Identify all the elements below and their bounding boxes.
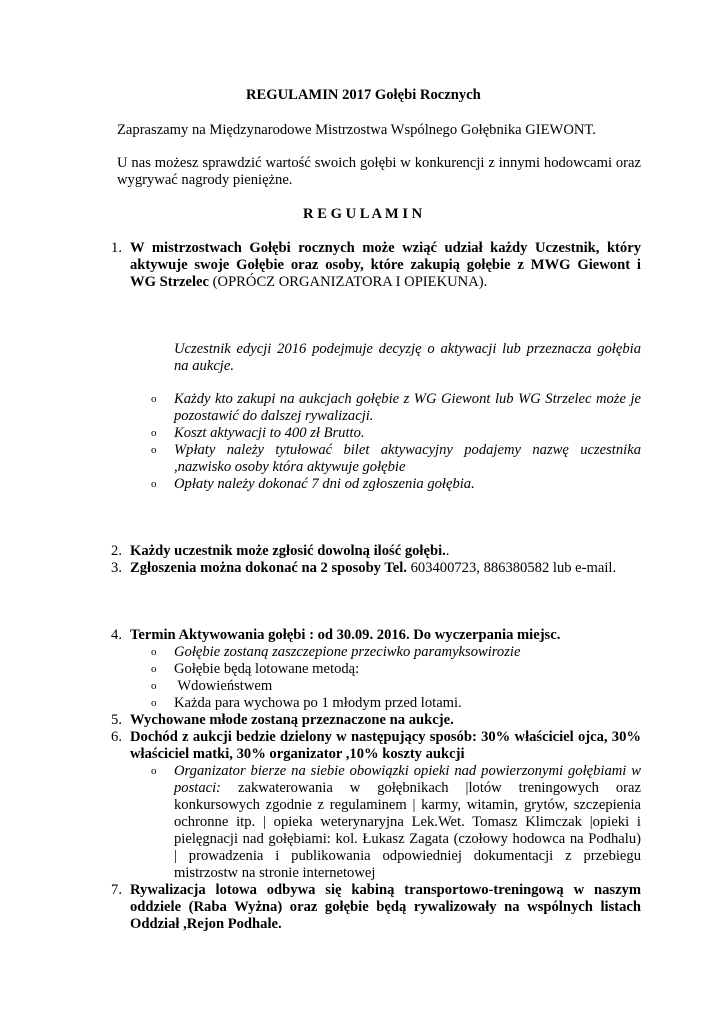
item6-sub-line-5: pielęgnacji nad gołębiami: kol. Łukasz Zagata (czołowy hodowca na Podhalu) [174,831,641,847]
sub1-line-4: Wpłaty należy tytułować bilet aktywacyjny podajemy nazwę uczestnika [174,442,641,458]
item2-rest: . [445,543,450,559]
item2-bold: Każdy uczestnik może zgłosić dowolną ilość gołębi. [130,543,446,559]
item-number-7: 7. [111,882,122,898]
bullet-marker: o [151,663,157,675]
item7-line-3: Oddział ,Rejon Podhale. [130,916,282,932]
bullet-marker: o [151,444,157,456]
note-line-2: na aukcje. [174,358,234,374]
item4-sub-4: Każda para wychowa po 1 młodym przed lotami. [174,695,462,711]
item6-line-2: właściciel matki, 30% organizator ,10% koszty aukcji [130,746,465,762]
item6-sub-line-4: ochronne itp. | opieka weterynaryjna Lek.Wet. Tomasz Klimczak |opieki i [174,814,641,830]
item6-line-1: Dochód z aukcji bedzie dzielony w następujący sposób: 30% właściciel ojca, 30% [130,729,641,745]
document-title: REGULAMIN 2017 Gołębi Rocznych [246,87,481,103]
item7-line-1: Rywalizacja lotowa odbywa się kabiną transportowo-treningową w naszym [130,882,641,898]
item-number-3: 3. [111,560,122,576]
item3-text [130,560,616,577]
bullet-marker: o [151,646,157,658]
bullet-marker: o [151,680,157,692]
intro2-line-2: wygrywać nagrody pieniężne. [117,172,293,188]
item3-rest: 603400723, 886380582 lub e-mail. [406,560,617,576]
item5-text: Wychowane młode zostaną przeznaczone na aukcje. [130,712,454,728]
item3-bold: Zgłoszenia można dokonać na 2 sposoby Tel. [130,560,407,576]
item6-sub-line-2-italic: postaci: [174,780,222,796]
item6-sub-line-7: mistrzostw na stronie internetowej [174,865,376,881]
item4-sub-2: Gołębie będą lotowane metodą: [174,661,360,677]
sub1-line-1: Każdy kto zakupi na aukcjach gołębie z WG Giewont lub WG Strzelec może je [174,391,641,407]
item1-line-3-rest: (OPRÓCZ ORGANIZATORA I OPIEKUNA). [209,274,488,290]
bullet-marker: o [151,427,157,439]
bullet-marker: o [151,697,157,709]
item1-line-3 [130,274,487,291]
item7-line-2: oddziele (Raba Wyżna) oraz gołębie będą rywalizowały na wspólnych listach [130,899,641,915]
item1-line-3-bold: WG Strzelec [130,274,210,290]
item6-sub-line-6: | prowadzenia i publikowania odpowiedniej dokumentacji z przebiegu [174,848,641,864]
item-number-2: 2. [111,543,122,559]
regulamin-heading: R E G U L A M I N [303,206,423,222]
item6-sub-line-1: Organizator bierze na siebie obowiązki opieki nad powierzonymi gołębiami w [174,763,641,779]
item2-text [130,543,449,560]
intro-paragraph: Zapraszamy na Międzynarodowe Mistrzostwa Wspólnego Gołębnika GIEWONT. [117,122,596,138]
item-number-4: 4. [111,627,122,643]
item6-sub-line-2-rest: zakwaterowania w gołębnikach |lotów treningowych oraz [221,780,641,796]
item-number-5: 5. [111,712,122,728]
item-number-6: 6. [111,729,122,745]
bullet-marker: o [151,393,157,405]
intro2-line-1: U nas możesz sprawdzić wartość swoich gołębi w konkurencji z innymi hodowcami oraz [117,155,641,171]
item4-text: Termin Aktywowania gołębi : od 30.09. 2016. Do wyczerpania miejsc. [130,627,561,643]
sub1-line-2: pozostawić do dalszej rywalizacji. [174,408,374,424]
sub1-line-3: Koszt aktywacji to 400 zł Brutto. [174,425,365,441]
item6-sub-line-2 [174,780,641,797]
bullet-marker: o [151,765,157,777]
item-number-1: 1. [111,240,122,256]
item1-line-1: W mistrzostwach Gołębi rocznych może wziąć udział każdy Uczestnik, który [130,240,641,256]
sub1-line-5: ,nazwisko osoby która aktywuje gołębie [174,459,406,475]
note-line-1: Uczestnik edycji 2016 podejmuje decyzję o aktywacji lub przeznacza gołębia [174,341,641,357]
bullet-marker: o [151,478,157,490]
item1-line-2: aktywuje swoje Gołębie oraz osoby, które zakupią gołębie z MWG Giewont i [130,257,641,273]
sub1-line-6: Opłaty należy dokonać 7 dni od zgłoszenia gołębia. [174,476,475,492]
item4-sub-1: Gołębie zostaną zaszczepione przeciwko paramyksowirozie [174,644,521,660]
item4-sub-3: Wdowieństwem [174,678,273,694]
item6-sub-line-3: konkursowych zgodnie z regulaminem | karmy, witamin, grytów, szczepienia [174,797,641,813]
